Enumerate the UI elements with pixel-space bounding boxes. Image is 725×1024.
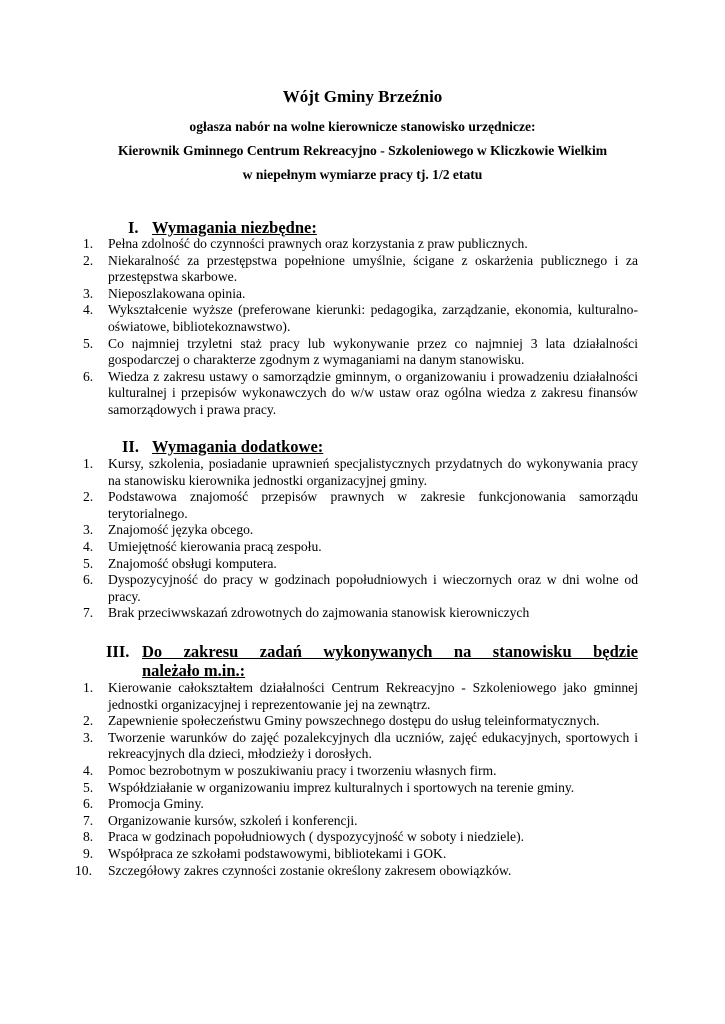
list-item: 4. Umiejętność kierowania pracą zespołu. [83,538,322,554]
list-item: 3. Znajomość języka obcego. [83,522,254,538]
list-item: 4. Pomoc bezrobotnym w poszukiwaniu pracy i tworzeniu własnych firm. [83,762,497,778]
list-item: 1. Pełna zdolność do czynności prawnych oraz korzystania z praw publicznych. [83,236,528,251]
list-item: 10. Szczegółowy zakres czynności zostanie określony zakresem obowiązków. [75,862,512,878]
section-1-list [83,236,638,419]
section-2-numeral: II. [122,437,139,456]
position-name: Kierownik Gminnego Centrum Rekreacyjno - Szkoleniowego w Kliczkowie Wielkim [117,143,608,158]
document-title: Wójt Gminy Brzeźnio [282,87,443,106]
list-item: 7. Organizowanie kursów, szkoleń i konferencji. [83,812,358,828]
list-item: 8. Praca w godzinach popołudniowych ( dyspozycyjność w soboty i niedziele). [83,829,525,845]
list-item: 6. Promocja Gminy. [83,796,204,812]
list-item: 4. Wykształcenie wyższe (preferowane kierunki: pedagogika, zarządzanie, ekonomia, kulturalno-oświatowe, bibliotekoznawstwo). [83,302,638,334]
list-item: 3. Nieposzlakowana opinia. [83,285,246,301]
list-item: 2. Podstawowa znajomość przepisów prawnych w zakresie funkcjonowania samorządu terytorialnego. [83,489,638,521]
list-item: 3. Tworzenie warunków do zajęć pozalekcyjnych dla uczniów, zajęć edukacyjnych, sportowych i rekreacyjnych dla dzieci, młodzieży i dorosłych. [83,729,638,762]
section-3-title-line1: Do zakresu zadań wykonywanych na stanowisku będzie [142,642,638,661]
section-3-list [75,680,638,879]
section-3-numeral: III. [106,642,130,661]
list-item: 1. Kierowanie całokształtem działalności Centrum Rekreacyjno - Szkoleniowego jako gminnej jednostki organizacyjnej i reprezentowanie jej na zewnątrz. [83,680,638,712]
work-time: w niepełnym wymiarze pracy tj. 1/2 etatu [242,167,483,182]
announcement-line: ogłasza nabór na wolne kierownicze stanowisko urzędnicze: [189,119,536,134]
list-item: 1. Kursy, szkolenia, posiadanie uprawnień specjalistycznych przydatnych do wykonywania pracy na stanowisku kierownika jednostki organizacyjnej gminy. [83,456,638,488]
list-item: 2. Zapewnienie społeczeństwu Gminy powszechnego dostępu do usług teleinformatycznych. [83,713,600,729]
list-item: 5. Co najmniej trzyletni staż pracy lub wykonywanie przez co najmniej 3 lata działalności gospodarczej o charakterze zgodnym z wymaganiami na danym stanowisku. [83,335,638,368]
section-2-title: Wymagania dodatkowe: [152,437,324,456]
list-item: 9. Współpraca ze szkołami podstawowymi, bibliotekami i GOK. [83,845,447,861]
list-item: 5. Znajomość obsługi komputera. [83,555,277,571]
list-item: 2. Niekaralność za przestępstwa popełnione umyślnie, ścigane z oskarżenia publicznego i za przestępstwa skarbowe. [83,252,638,285]
section-2-list [83,456,638,622]
list-item: 6. Wiedza z zakresu ustawy o samorządzie gminnym, o organizowaniu i prowadzeniu działalności kulturalnej i przepisów wykonawczych do w/w ustaw oraz ogólna wiedza z zakresu finansów samorządowych i prawa pracy. [83,368,638,417]
list-item: 5. Współdziałanie w organizowaniu imprez kulturalnych i sportowych na terenie gminy. [83,779,575,795]
section-1-numeral: I. [128,218,139,237]
section-1-title: Wymagania niezbędne: [152,218,317,237]
list-item: 7. Brak przeciwwskazań zdrowotnych do zajmowania stanowisk kierowniczych [83,605,530,621]
list-item: 6. Dyspozycyjność do pracy w godzinach popołudniowych i wieczornych oraz w dni wolne od pracy. [83,572,638,604]
section-3-title-line2: należało m.in.: [142,661,246,680]
